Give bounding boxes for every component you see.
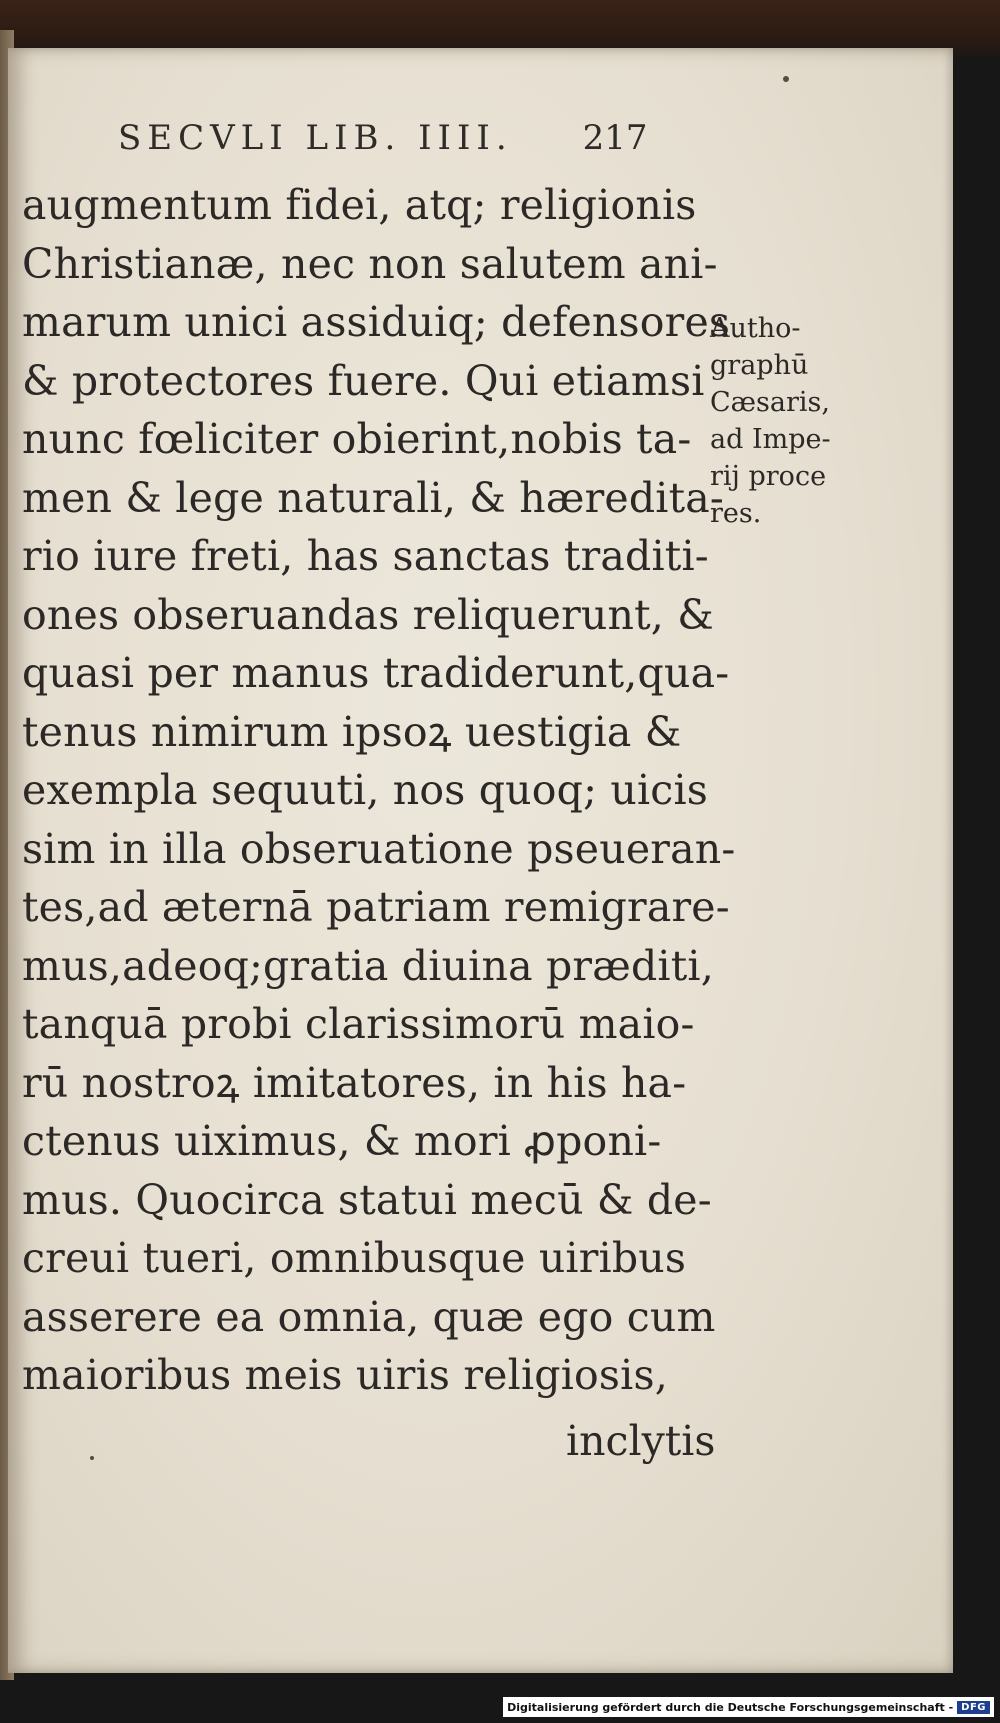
- text-line: & protectores fuere. Qui etiamsi: [22, 356, 705, 405]
- text-line: tanquā probi clarissimorū maio-: [22, 1000, 695, 1048]
- dfg-logo: DFG: [957, 1701, 990, 1714]
- marginal-line: graphū: [710, 350, 809, 381]
- text-line: tes,ad æternā patriam remigrare-: [22, 883, 730, 931]
- text-line: tenus nimirum ipsoꝝ uestigia &: [22, 707, 682, 756]
- ink-speck: [90, 1456, 94, 1460]
- ink-speck: [783, 76, 789, 82]
- marginal-note: [710, 310, 850, 532]
- funding-credit: [503, 1697, 994, 1717]
- marginal-line: Autho-: [710, 313, 801, 344]
- marginal-line: Cæsaris,: [710, 387, 830, 418]
- text-line: asserere ea omnia, quæ ego cum: [22, 1292, 716, 1341]
- catchword: inclytis: [566, 1417, 716, 1465]
- running-head: [118, 118, 718, 168]
- text-line: mus. Quocirca statui mecū & de-: [22, 1175, 712, 1224]
- text-line: marum unici assiduiq; defensores: [22, 298, 731, 346]
- marginal-line: res.: [710, 498, 762, 529]
- text-line: rū nostroꝝ imitatores, in his ha-: [22, 1058, 687, 1107]
- body-text: [22, 176, 736, 1405]
- text-line: nunc fœliciter obierint,nobis ta-: [22, 415, 692, 463]
- marginal-line: rij proce: [710, 461, 827, 492]
- text-line: Christianæ, nec non salutem ani-: [22, 239, 718, 288]
- text-line: mus,adeoq;gratia diuina præditi,: [22, 941, 714, 990]
- page-number: 217: [582, 118, 648, 158]
- text-line: sim in illa obseruatione pseueran-: [22, 824, 736, 873]
- marginal-line: ad Impe-: [710, 424, 831, 455]
- text-line: maioribus meis uiris religiosis,: [22, 1351, 668, 1399]
- text-line: quasi per manus tradiderunt,qua-: [22, 649, 730, 697]
- text-line: ctenus uiximus, & mori ꝓponi-: [22, 1117, 662, 1165]
- text-line: augmentum fidei, atq; religionis: [22, 181, 697, 229]
- text-line: ones obseruandas reliquerunt, &: [22, 590, 714, 639]
- text-line: men & lege naturali, & hæredita-: [22, 473, 724, 522]
- text-line: rio iure freti, has sanctas traditi-: [22, 532, 709, 580]
- running-title: SECVLI LIB. IIII.: [118, 118, 513, 158]
- text-line: creui tueri, omnibusque uiribus: [22, 1234, 687, 1282]
- funding-text: Digitalisierung gefördert durch die Deutsche Forschungsgemeinschaft -: [507, 1700, 954, 1714]
- text-line: exempla sequuti, nos quoq; uicis: [22, 766, 709, 814]
